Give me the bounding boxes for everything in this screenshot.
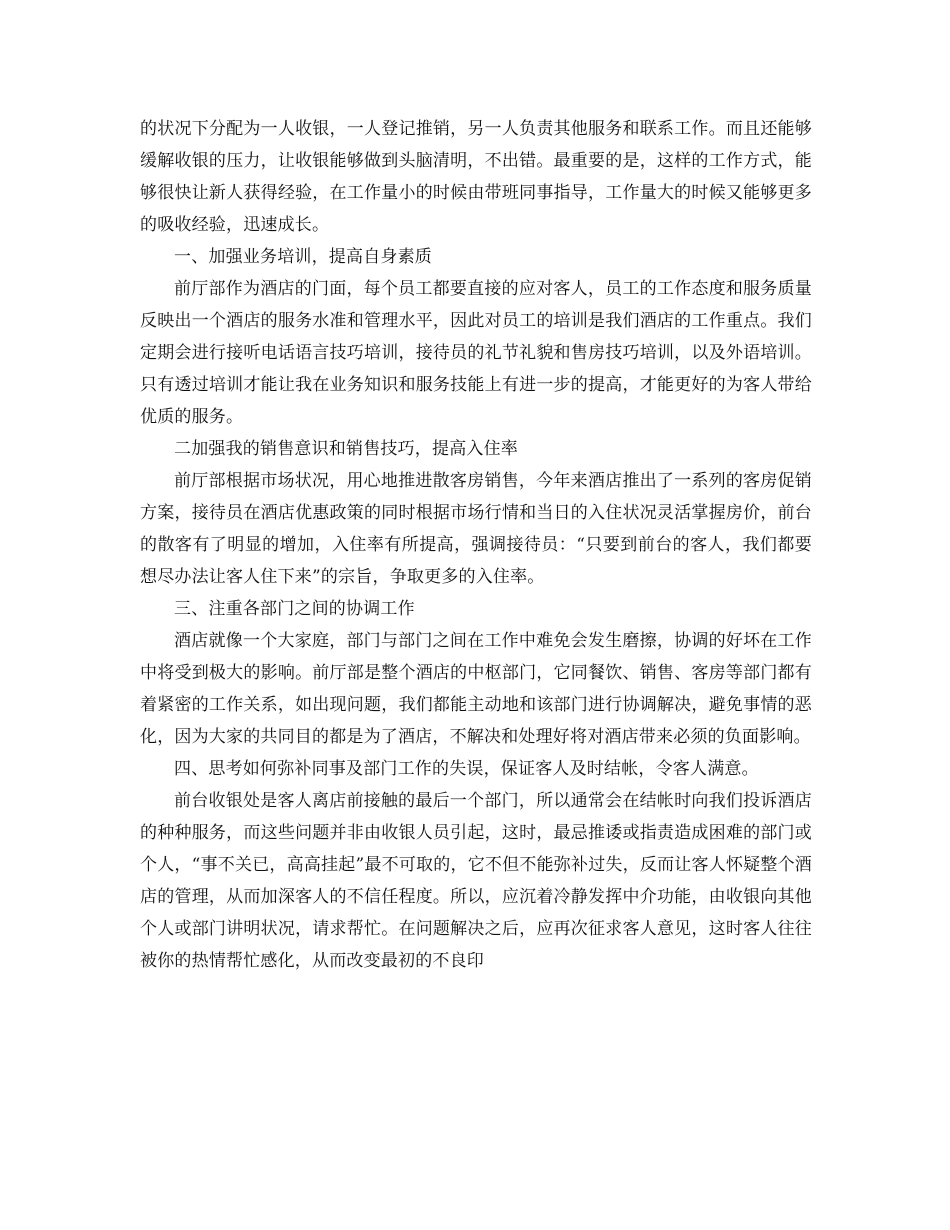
paragraph-continued: 的状况下分配为一人收银，一人登记推销，另一人负责其他服务和联系工作。而且还能够缓解收银的压力，让收银能够做到头脑清明，不出错。最重要的是，这样的工作方式，能够很快让新人获得经验，在工作量小的时候由带班同事指导，工作量大的时候又能够更多的吸收经验，迅速成长。 (140, 119, 812, 235)
paragraph-training: 前厅部作为酒店的门面，每个员工都要直接的应对客人，员工的工作态度和服务质量反映出一个酒店的服务水准和管理水平，因此对员工的培训是我们酒店的工作重点。我们定期会进行接听电话语言技巧培训，接待员的礼节礼貌和售房技巧培训，以及外语培训。只有透过培训才能让我在业务知识和服务技能上有进一步的提高，才能更好的为客人带给优质的服务。 (140, 279, 812, 427)
paragraph-coordination: 酒店就像一个大家庭，部门与部门之间在工作中难免会发生磨擦，协调的好坏在工作中将受到极大的影响。前厅部是整个酒店的中枢部门，它同餐饮、销售、客房等部门都有着紧密的工作关系，如出现问题，我们都能主动地和该部门进行协调解决，避免事情的恶化，因为大家的共同目的都是为了酒店，不解决和处理好将对酒店带来必须的负面影响。 (140, 631, 812, 747)
document-page (140, 113, 812, 977)
section-heading-4: 四、思考如何弥补同事及部门工作的失误，保证客人及时结帐，令客人满意。 (174, 759, 759, 779)
section-heading-1: 一、加强业务培训，提高自身素质 (174, 247, 432, 267)
section-heading-2: 二加强我的销售意识和销售技巧，提高入住率 (174, 439, 518, 459)
paragraph-cashier: 前台收银处是客人离店前接触的最后一个部门，所以通常会在结帐时向我们投诉酒店的种种服务，而这些问题并非由收银人员引起，这时，最忌推诿或指责造成困难的部门或个人，“事不关已，高高挂起”最不可取的，它不但不能弥补过失，反而让客人怀疑整个酒店的管理，从而加深客人的不信任程度。所以，应沉着冷静发挥中介功能，由收银向其他个人或部门讲明状况，请求帮忙。在问题解决之后，应再次征求客人意见，这时客人往往被你的热情帮忙感化，从而改变最初的不良印 (140, 791, 812, 971)
section-heading-3: 三、注重各部门之间的协调工作 (174, 599, 415, 619)
paragraph-sales: 前厅部根据市场状况，用心地推进散客房销售，今年来酒店推出了一系列的客房促销方案，接待员在酒店优惠政策的同时根据市场行情和当日的入住状况灵活掌握房价，前台的散客有了明显的增加，入住率有所提高，强调接待员：“只要到前台的客人，我们都要想尽办法让客人住下来”的宗旨，争取更多的入住率。 (140, 471, 812, 587)
